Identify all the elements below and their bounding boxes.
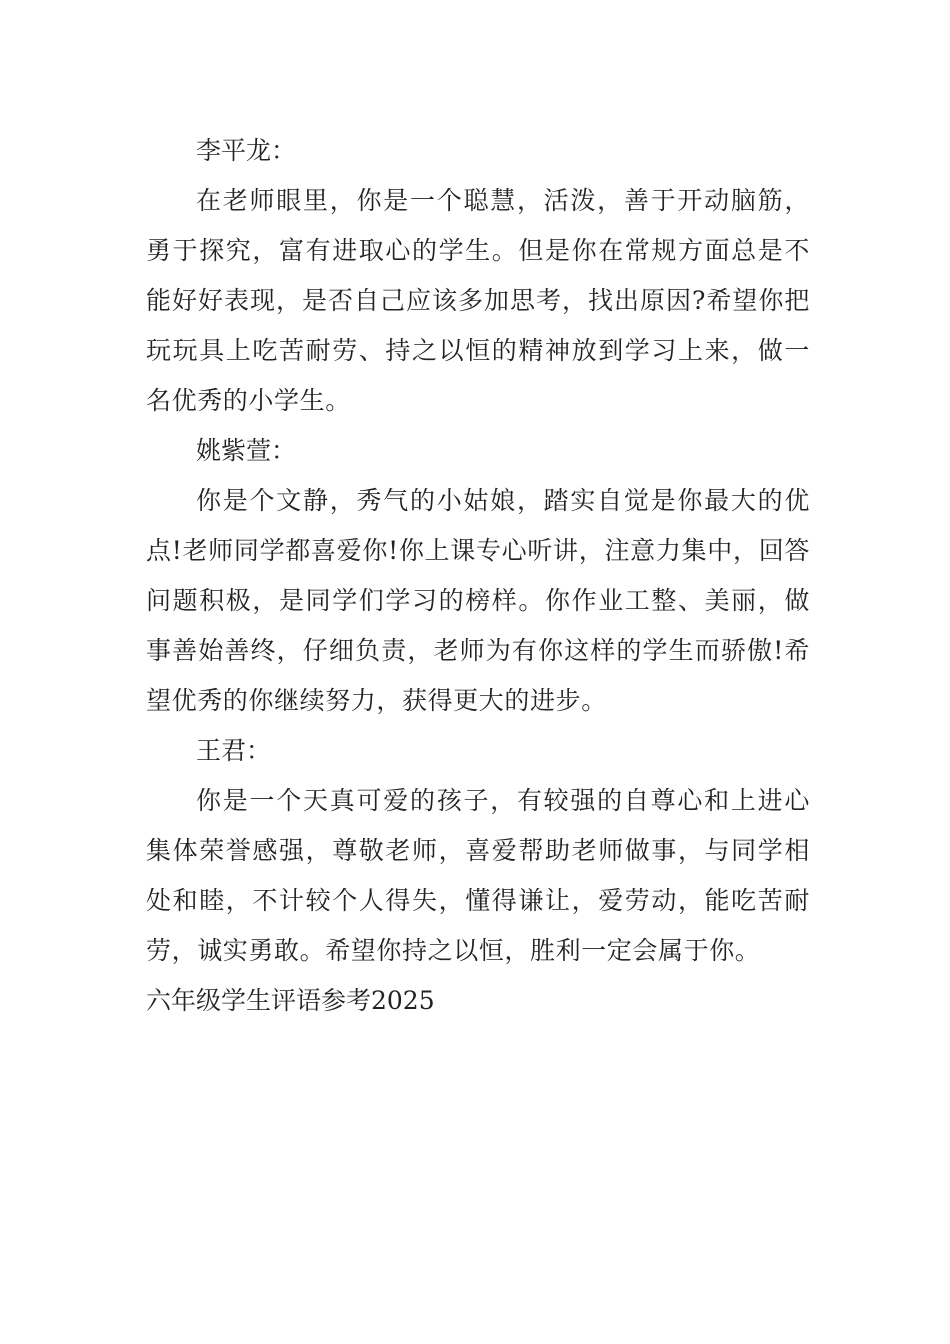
student-comment: 在老师眼里，你是一个聪慧，活泼，善于开动脑筋，勇于探究，富有进取心的学生。但是你在常规方面总是不能好好表现，是否自己应该多加思考，找出原因?希望你把玩玩具上吃苦耐劳、持之以恒的精神放到学习上来，做一名优秀的小学生。 [146, 186, 810, 415]
student-name: 王君： [196, 736, 272, 765]
student-name: 李平龙： [196, 136, 297, 165]
student-comment: 你是一个天真可爱的孩子，有较强的自尊心和上进心集体荣誉感强，尊敬老师，喜爱帮助老师做事，与同学相处和睦，不计较个人得失，懂得谦让，爱劳动，能吃苦耐劳，诚实勇敢。希望你持之以恒，胜利一定会属于你。 [146, 786, 810, 965]
document-body [146, 126, 810, 1026]
document-footer-title: 六年级学生评语参考2025 [146, 986, 435, 1015]
student-name: 姚紫萱： [196, 436, 297, 465]
student-comment: 你是个文静，秀气的小姑娘，踏实自觉是你最大的优点!老师同学都喜爱你!你上课专心听讲，注意力集中，回答问题积极，是同学们学习的榜样。你作业工整、美丽，做事善始善终，仔细负责，老师为有你这样的学生而骄傲!希望优秀的你继续努力，获得更大的进步。 [146, 486, 810, 715]
